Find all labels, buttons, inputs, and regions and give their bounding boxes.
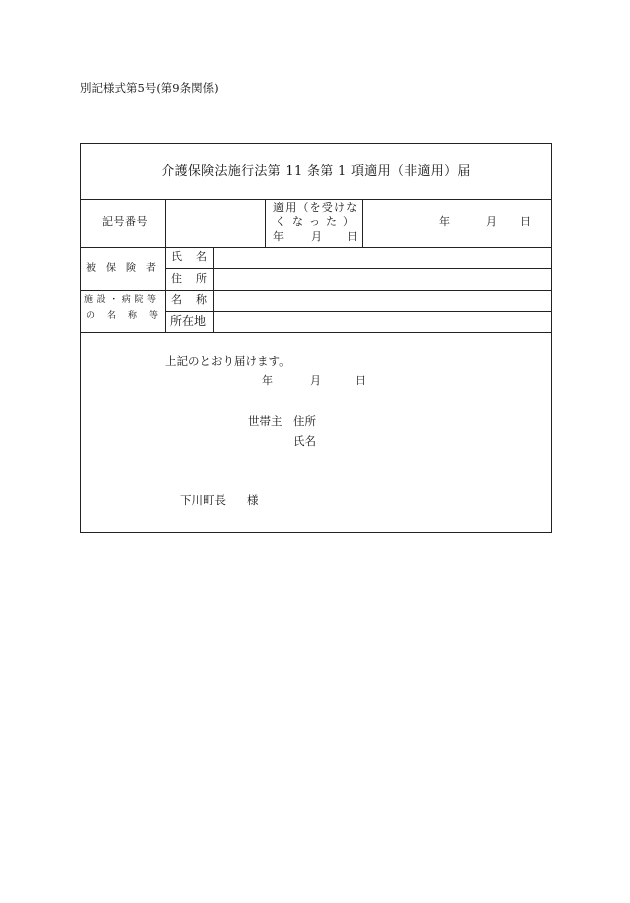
householder-name-label: 氏名	[293, 434, 316, 448]
insured-address-label: 住所	[171, 272, 221, 285]
divider-title	[81, 199, 551, 200]
insured-address-value-cell	[214, 269, 551, 290]
insured-name-value-cell	[214, 248, 551, 268]
notification-form	[80, 143, 552, 533]
declaration-month: 月	[310, 374, 321, 387]
addressee-honorific: 様	[247, 493, 259, 507]
applied-label-month: 月	[311, 230, 322, 243]
divider-id-value	[265, 199, 266, 247]
householder-label: 世帯主	[248, 414, 283, 428]
facility-location-value-cell	[214, 312, 551, 332]
insured-name-label: 氏名	[171, 250, 221, 263]
id-number-value-cell	[166, 200, 265, 247]
facility-label-line1: 施設・病院等	[84, 295, 160, 305]
applied-label-year: 年	[273, 230, 284, 243]
insured-label: 被保険者	[86, 263, 166, 274]
applied-date-month: 月	[486, 215, 497, 228]
applied-label-day: 日	[347, 230, 358, 243]
declaration-statement: 上記のとおり届けます。	[165, 354, 291, 368]
addressee: 下川町長	[180, 493, 226, 507]
applied-label-line1: 適用（を受けな	[273, 201, 359, 214]
divider-facility	[81, 332, 551, 333]
divider-applied-date	[362, 199, 363, 247]
facility-label-line2: の名称等	[86, 311, 171, 321]
householder-address-label: 住所	[293, 414, 316, 428]
facility-location-label: 所在地	[170, 314, 207, 328]
applied-label-line2: くなった）	[275, 215, 360, 228]
applied-date-year: 年	[439, 215, 450, 228]
id-number-label: 記号番号	[102, 215, 148, 228]
applied-date-day: 日	[520, 215, 531, 228]
declaration-year: 年	[262, 374, 273, 387]
declaration-day: 日	[355, 374, 366, 387]
form-title: 介護保険法施行法第 11 条第 1 項適用（非適用）届	[161, 164, 471, 179]
facility-name-value-cell	[214, 291, 551, 311]
form-number: 別記様式第5号(第9条関係)	[80, 81, 219, 95]
facility-name-label: 名称	[171, 293, 221, 306]
